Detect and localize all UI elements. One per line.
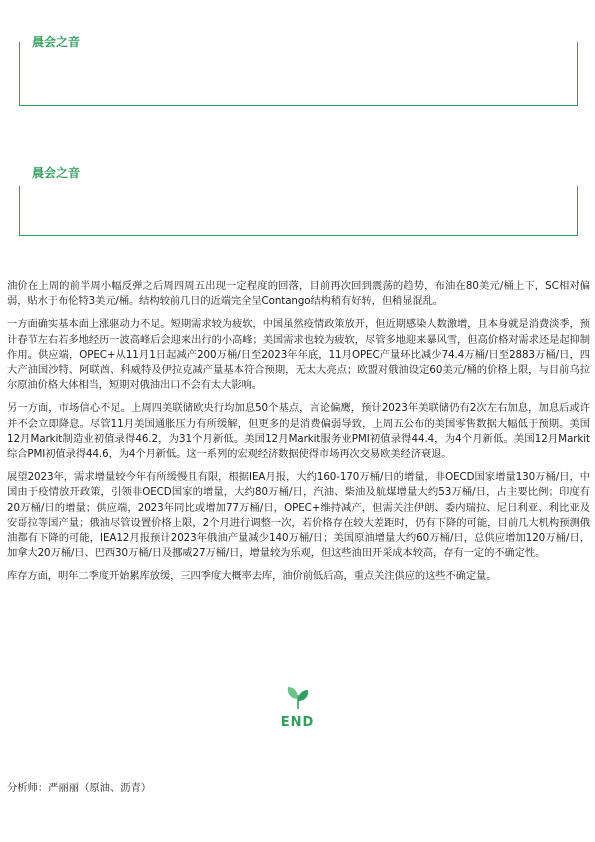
paragraph-market-confidence: 另一方面，市场信心不足。上周四美联储欧央行均加息50个基点，言论偏鹰，预计2023年美联储仍有2次左右加息，加息后或许并不会立即降息。尽管11月美国通胀压力有所缓解，但更多的是消费偏弱导致，上周五公布的美国零售数据大幅低于预期。美国12月Markit制造业初值录得46.2，为31个月新低。美国12月Markit服务业PMI初值录得44.4，为4个月新低。美国12月Markit综合PMI初值录得44.6，为4个月新低。这一系列的宏观经济数据使得市场再次交易欧美经济衰退。 bbox=[7, 402, 590, 461]
section-title-1: 晨会之音 bbox=[32, 35, 81, 49]
end-marker bbox=[0, 685, 595, 731]
section-box-1 bbox=[19, 42, 578, 106]
analyst-credit: 分析师：严丽丽（原油、沥青） bbox=[7, 782, 152, 794]
section-box-2 bbox=[19, 186, 578, 236]
paragraph-price-trend: 油价在上周的前半周小幅反弹之后周四周五出现一定程度的回落，目前再次回到震荡的趋势，布油在80美元/桶上下，SC相对偏弱，贴水于布伦特3美元/桶。结构较前几日的近端完全呈Contango结构稍有好转，但稍显混乱。 bbox=[7, 280, 590, 308]
paragraph-fundamentals: 一方面确实基本面上涨驱动力不足。短期需求较为疲软，中国虽然疫情政策放开，但近期感染人数激增，且本身就是消费淡季，预计春节左右若多地经历一波高峰后会迎来出行的小高峰；美国需求也较为疲软，尽管多地迎来暴风雪，但高价格对需求还是起抑制作用。供应端，OPEC+从11月1日起减产200万桶/日至2023年年底，11月OPEC产量环比减少74.4万桶/日至2883万桶/日，四大产油国沙特、阿联酋、科威特及伊拉克减产量基本符合预期，无太大亮点；欧盟对俄油设定60美元/桶的价格上限，与目前乌拉尔原油价格大体相当，短期对俄油出口不会有太大影响。 bbox=[7, 318, 590, 392]
leaf-icon bbox=[285, 685, 311, 715]
report-body bbox=[7, 279, 590, 593]
paragraph-outlook-2023: 展望2023年，需求增量较今年有所缓慢且有限，根据IEA月报，大约160-170万桶/日的增量，非OECD国家增量130万桶/日，中国由于疫情放开政策，引领非OECD国家的增量，大约80万桶/日，汽油、柴油及航煤增量大约53万桶/日，占主要比例；印度有20万桶/日的增量；供应端，2023年同比或增加77万桶/日，OPEC+维持减产，但需关注伊朗、委内瑞拉、尼日利亚、利比亚及安哥拉等国产量；俄油尽管设置价格上限，2个月进行调整一次，若价格存在较大差距时，仍有下降的可能，目前几大机构预测俄油都有下降的可能，IEA12月报预计2023年俄油产量减少140万桶/日；美国原油增量大约60万桶/日，总供应增加120万桶/日，加拿大20万桶/日、巴西30万桶/日及挪威27万桶/日，增量较为乐观，但这些油田开采成本较高，存有一定的不确定性。 bbox=[7, 471, 590, 560]
paragraph-inventory: 库存方面，明年二季度开始累库放缓，三四季度大概率去库，油价前低后高，重点关注供应的这些不确定量。 bbox=[7, 570, 497, 583]
end-text: END bbox=[280, 715, 315, 730]
section-title-2: 晨会之音 bbox=[32, 166, 81, 180]
